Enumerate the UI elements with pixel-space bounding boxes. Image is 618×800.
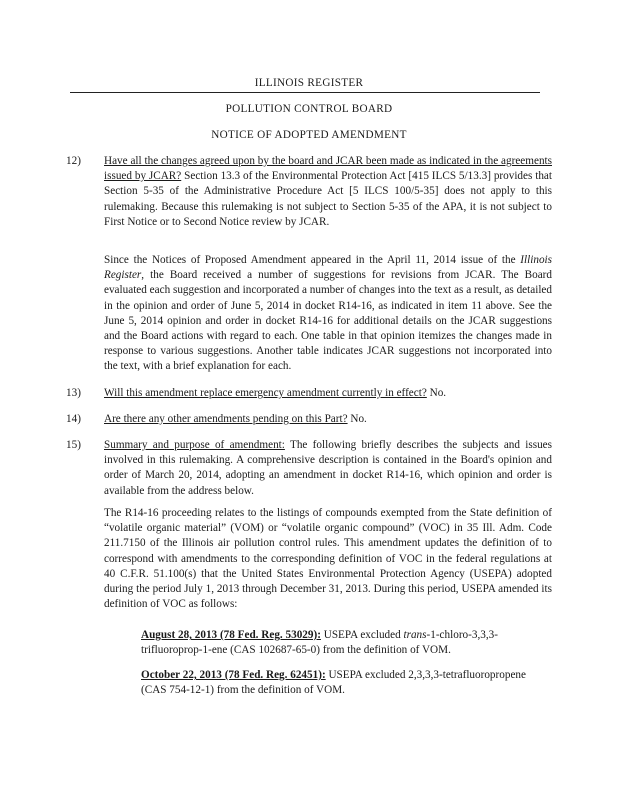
item-15-number: 15) [66, 439, 81, 451]
item-12-paragraph [104, 154, 552, 230]
header-divider [70, 92, 540, 93]
item-12-detail-text-a: Since the Notices of Proposed Amendment appeared in the April 11, 2014 issue of the [104, 254, 521, 266]
item-12-question: Have all the changes agreed upon by the board and JCAR been made as indicated in the agreements issued by JCAR? [104, 155, 552, 183]
amendment-aug-2013-text-b: -1-chloro-3,3,3-trifluoroprop-1-ene (CAS 102687-65-0) from the definition of VOM. [141, 629, 498, 657]
item-12-detail-paragraph [104, 253, 552, 375]
item-13-question: Will this amendment replace emergency amendment currently in effect? [104, 387, 427, 399]
amendment-oct-2013-text: USEPA excluded 2,3,3,3-tetrafluoropropene (CAS 754-12-1) from the definition of VOM. [141, 669, 526, 697]
item-13-answer: No. [426, 387, 447, 399]
notice-title: NOTICE OF ADOPTED AMENDMENT [211, 129, 407, 141]
amendment-aug-2013-text-a: USEPA excluded [320, 629, 404, 641]
item-15-answer: The following briefly describes the subjects and issues involved in this rulemaking. A comprehensive description is contained in the Board's opinion and order of March 20, 2014, adopting an amendment in docket R14-16, which opinion and order is available from the address below. [104, 439, 552, 497]
item-15-detail-paragraph: The R14-16 proceeding relates to the listings of compounds exempted from the State definition of “volatile organic material” (VOM) or “volatile organic compound” (VOC) in 35 Ill. Adm. Code 211.7150 of the Illinois air pollution control rules. This amendment updates the definition of to correspond with amendments to the corresponding definition of VOC in the federal regulations at 40 C.F.R. 51.100(s) that the United States Environmental Protection Agency (USEPA) adopted during the period July 1, 2013 through December 31, 2013. During this period, USEPA amended its definition of VOC as follows: [104, 507, 552, 611]
amendment-oct-2013-heading: October 22, 2013 (78 Fed. Reg. 62451): [141, 669, 326, 681]
item-14-number: 14) [66, 413, 81, 425]
item-12-detail-italic: Illinois Register [104, 254, 552, 282]
item-14-answer: No. [347, 413, 367, 425]
item-12-number: 12) [66, 155, 81, 167]
board-title: POLLUTION CONTROL BOARD [225, 103, 393, 115]
amendment-aug-2013-italic: trans [403, 629, 427, 641]
amendment-aug-2013-heading: August 28, 2013 (78 Fed. Reg. 53029): [141, 629, 321, 641]
amendment-oct-2013 [141, 668, 551, 698]
item-15-paragraph [104, 438, 552, 499]
item-13-paragraph [104, 386, 552, 401]
item-12-answer: Section 13.3 of the Environmental Protection Act [415 ILCS 5/13.3] provides that Section 5-35 of the Administrative Procedure Act [5 ILCS 100/5-35] does not apply to this rulemaking. Because this rulemaking is not subject to Section 5-35 of the APA, it is not subject to First Notice or to Second Notice review by JCAR. [104, 170, 553, 228]
item-14-question: Are there any other amendments pending on this Part? [104, 413, 348, 425]
register-title: ILLINOIS REGISTER [254, 77, 364, 89]
item-12-detail-text-b: , the Board received a number of suggestions for revisions from JCAR. The Board evaluated each suggestion and incorporated a number of changes into the text as a result, as detailed in the opinion and order of June 5, 2014 in docket R14-16, as indicated in item 11 above. See the June 5, 2014 opinion and order in docket R14-16 for additional details on the JCAR suggestions and the Board actions with regard to each. One table in that opinion itemizes the changes made in response to various suggestions. Another table indicates JCAR suggestions not incorporated into the text, with a brief explanation for each. [104, 269, 552, 373]
item-15-question: Summary and purpose of amendment: [104, 439, 285, 451]
item-13-number: 13) [66, 387, 81, 399]
amendment-aug-2013 [141, 628, 551, 658]
item-14-paragraph [104, 412, 552, 427]
